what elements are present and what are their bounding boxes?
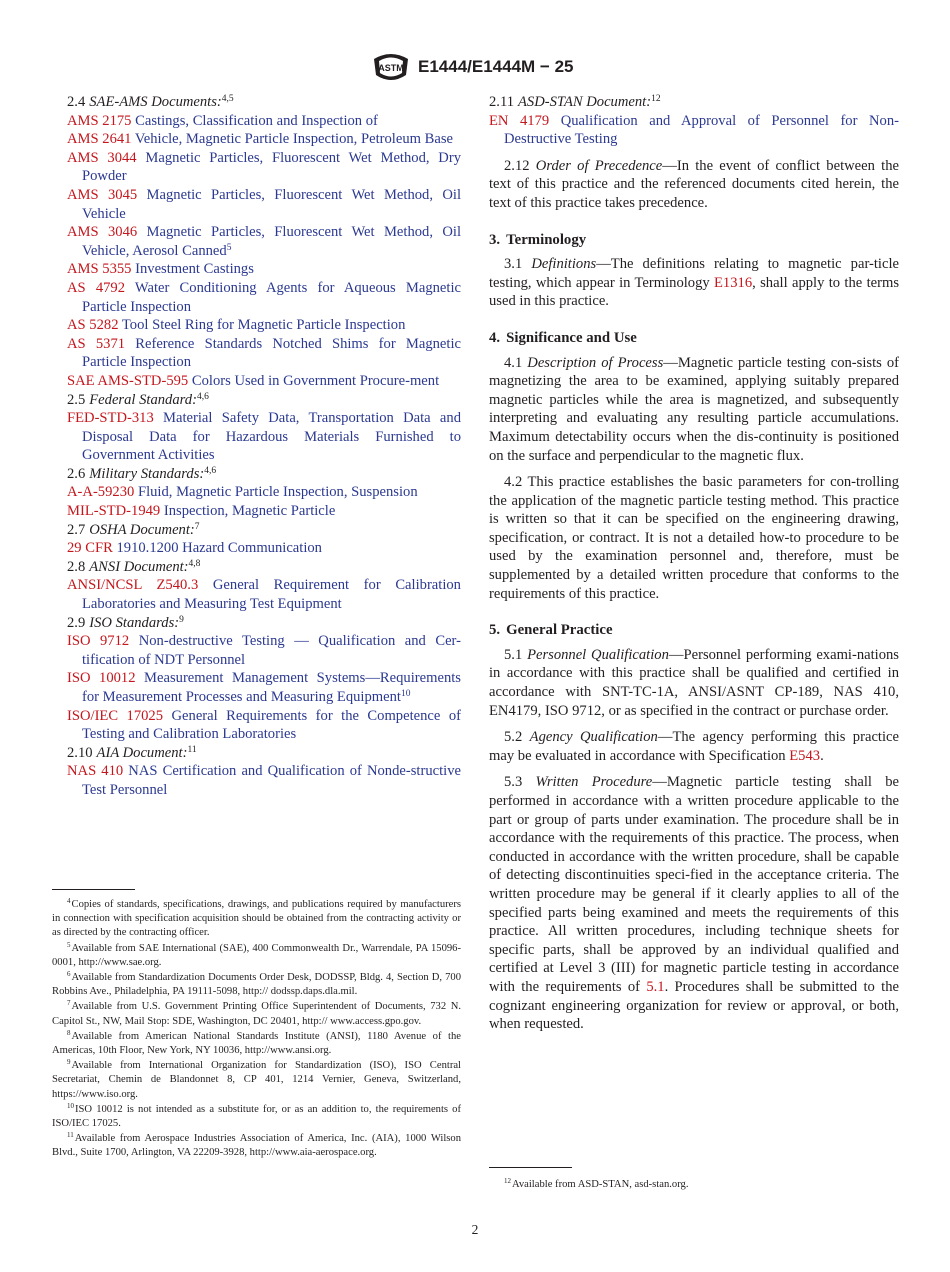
footnote-ref: 4,5 <box>221 94 234 104</box>
footnote-ref: 10 <box>400 689 411 699</box>
footnote-text: Available from American National Standards Institute (ANSI), 1180 Avenue of the Americas, 10th Floor, New York, NY 10036, http://www.ansi.org. <box>52 1030 461 1057</box>
heading-title: Significance and Use <box>506 329 637 346</box>
reference-code[interactable]: NAS 410 <box>67 763 124 780</box>
reference-list-military <box>67 483 461 520</box>
reference-title[interactable]: Tool Steel Ring for Magnetic Particle Inspection <box>121 317 406 334</box>
reference-title[interactable]: 1910.1200 Hazard Communication <box>116 540 322 557</box>
paragraph-2-12 <box>489 157 899 213</box>
reference-code[interactable]: AMS 3044 <box>67 149 137 166</box>
section-number: 2.7 <box>67 521 86 538</box>
reference-item[interactable] <box>67 632 461 669</box>
reference-title[interactable]: Magnetic Particles, Fluorescent Wet Method, Dry Powder <box>82 149 461 185</box>
footnote-ref: 4,8 <box>188 558 201 569</box>
footnote-text: ISO 10012 is not intended as a substitute for, or as an addition to, the requirements of ISO/IEC 17025. <box>52 1103 461 1130</box>
section-number: 2.5 <box>67 391 86 408</box>
svg-text:ASTM: ASTM <box>378 63 404 73</box>
footnote-number: 12 <box>504 1177 511 1185</box>
reference-code[interactable]: AMS 5355 <box>67 261 132 278</box>
reference-code[interactable]: ISO/IEC 17025 <box>67 707 164 724</box>
reference-item[interactable] <box>67 223 461 260</box>
heading-title: Terminology <box>506 231 587 248</box>
footnote <box>52 1000 461 1028</box>
reference-title[interactable]: General Requirement for Calibration Laboratories and Measuring Test Equipment <box>82 577 461 613</box>
section-title: Military Standards: <box>89 465 205 482</box>
footnote <box>52 971 461 999</box>
section-title: ASD-STAN Document: <box>518 94 652 110</box>
footnote-text: Copies of standards, specifications, drawings, and publications required by manufacturers in connection with specification acquisition should be obtained from the contracting activity or as directed by the contracting officer. <box>52 899 461 939</box>
reference-item[interactable] <box>67 130 461 149</box>
footnote-right <box>489 1178 899 1193</box>
footnote-number: 10 <box>67 1101 74 1110</box>
reference-title[interactable]: Water Conditioning Agents for Aqueous Magnetic Particle Inspection <box>82 279 461 315</box>
section-2-5 <box>67 391 461 410</box>
reference-title[interactable]: Non-destructive Testing — Qualification and Cer-tification of NDT Personnel <box>82 633 461 668</box>
reference-code[interactable]: AS 5282 <box>67 317 119 334</box>
right-column <box>489 93 899 1034</box>
footnote <box>52 1103 461 1131</box>
reference-code[interactable]: AS 5371 <box>67 335 126 352</box>
footnote-rule-left <box>52 889 135 890</box>
footnote-ref: 9 <box>179 614 184 625</box>
section-number: 2.9 <box>67 614 86 631</box>
reference-item[interactable] <box>67 707 461 744</box>
reference-code[interactable]: ISO 9712 <box>67 633 130 650</box>
reference-item[interactable] <box>67 762 461 799</box>
reference-code[interactable]: 29 CFR <box>67 540 113 557</box>
reference-list-osha <box>67 539 461 558</box>
document-designation: E1444/E1444M − 25 <box>418 57 574 76</box>
footnote-number: 9 <box>67 1058 71 1067</box>
reference-code[interactable]: ANSI/NCSL Z540.3 <box>67 577 199 594</box>
reference-code[interactable]: SAE AMS-STD-595 <box>67 372 189 389</box>
reference-item[interactable] <box>67 539 461 558</box>
footnote <box>52 1132 461 1160</box>
astm-logo-icon <box>372 51 410 83</box>
reference-title[interactable]: Colors Used in Government Procure-ment <box>191 372 440 389</box>
para-title: Order of Precedence <box>535 157 663 174</box>
para-number: 5.2 <box>504 729 523 746</box>
reference-title[interactable]: Investment Castings <box>135 261 254 278</box>
para-title: Written Procedure <box>535 774 653 791</box>
reference-title[interactable]: Reference Standards Notched Shims for Magnetic Particle Inspection <box>82 335 461 371</box>
footnotes-left <box>52 898 461 1162</box>
reference-list-federal <box>67 409 461 465</box>
footnote-text: Available from Standardization Documents Order Desk, DODSSP, Bldg. 4, Section D, 700 Robbins Ave., Philadelphia, PA 19111-5098, http:// dodssp.daps.dla.mil. <box>52 972 461 998</box>
section-number: 2.11 <box>489 94 514 110</box>
reference-item[interactable] <box>67 502 461 521</box>
reference-title[interactable]: Magnetic Particles, Fluorescent Wet Method, Oil Vehicle <box>82 186 461 222</box>
para-text: —The definitions relating to magnetic par-ticle testing, which appear in Terminology <box>489 256 899 291</box>
section-title: ISO Standards: <box>89 614 180 631</box>
reference-code[interactable]: A-A-59230 <box>67 484 135 501</box>
footnote-ref: 12 <box>651 94 661 104</box>
reference-title[interactable]: Qualification and Approval of Personnel for Non-Destructive Testing <box>504 112 899 148</box>
footnote-number: 11 <box>67 1131 74 1140</box>
para-text: —Personnel performing exami-nations in accordance with this practice shall be qualified and certified in accordance with SNT-TC-1A, ANSI/ASNT CP-189, NAS 410, EN4179, ISO 9712, or as specified in the contract or purchase order. <box>489 646 899 719</box>
reference-title[interactable]: Inspection, Magnetic Particle <box>163 503 336 520</box>
footnote-ref: 5 <box>226 242 232 253</box>
section-2-11 <box>489 93 899 112</box>
reference-item[interactable] <box>67 112 461 131</box>
heading-number: 5. <box>489 622 501 639</box>
reference-item[interactable] <box>67 335 461 372</box>
reference-code[interactable]: AMS 2175 <box>67 112 132 129</box>
footnote-number: 6 <box>67 970 71 979</box>
reference-title[interactable]: Fluid, Magnetic Particle Inspection, Suspension <box>137 484 418 501</box>
reference-code[interactable]: ISO 10012 <box>67 670 136 687</box>
para-title: Definitions <box>531 256 597 273</box>
reference-list-aia <box>67 762 461 799</box>
para-number: 4.1 <box>504 354 523 371</box>
reference-code[interactable]: AMS 3045 <box>67 186 138 203</box>
para-text: —The agency performing this practice may be evaluated in accordance with Specification <box>489 729 899 764</box>
reference-code[interactable]: AS 4792 <box>67 279 126 296</box>
reference-item[interactable] <box>67 372 461 391</box>
reference-item[interactable] <box>67 409 461 465</box>
heading-title: General Practice <box>506 622 613 639</box>
reference-item[interactable] <box>67 576 461 613</box>
section-number: 2.8 <box>67 558 86 575</box>
page-number: 2 <box>471 1222 479 1237</box>
footnote-ref: 4,6 <box>204 465 217 476</box>
heading-number: 4. <box>489 329 501 346</box>
para-text: —Magnetic particle testing con-sists of magnetizing the area to be examined, applying suitably prepared magnetic particles while the area is magnetized, and subsequently interpreting and evaluating any resulting particle accumulations. Maximum detectability occurs when the dis-continuity is positioned on the surface and perpendicular to the magnetic flux. <box>489 354 899 464</box>
footnote-rule-right <box>489 1167 572 1168</box>
reference-code[interactable]: AMS 3046 <box>67 224 138 241</box>
section-number: 2.6 <box>67 465 86 482</box>
reference-title[interactable]: Material Safety Data, Transportation Data and Disposal Data for Hazardous Materials Furnished to Government Activities <box>82 410 461 464</box>
footnote-ref: 4,6 <box>196 391 209 402</box>
paragraph-3-1 <box>489 255 899 311</box>
section-2-6 <box>67 465 461 484</box>
reference-item[interactable] <box>67 279 461 316</box>
para-number: 2.12 <box>504 157 530 174</box>
footnote-text: Available from Aerospace Industries Association of America, Inc. (AIA), 1000 Wilson Blvd., Suite 1700, Arlington, VA 22209-3928, http://www.aia-aerospace.org. <box>52 1133 461 1159</box>
reference-title[interactable]: Castings, Classification and Inspection of <box>135 112 378 129</box>
reference-item[interactable] <box>67 483 461 502</box>
heading-number: 3. <box>489 231 501 248</box>
footnote <box>52 1030 461 1058</box>
para-text: . Procedures shall be submitted to the cognizant engineering organization for review or approval, or both, when requested. <box>489 978 899 1033</box>
paragraph-5-3 <box>489 773 899 1033</box>
reference-item[interactable] <box>67 186 461 223</box>
footnote-number: 5 <box>67 940 71 949</box>
reference-title[interactable]: General Requirements for the Competence of Testing and Calibration Laboratories <box>82 707 461 743</box>
para-text: , shall apply to the terms used in this practice. <box>489 274 899 310</box>
para-number: 4.2 <box>504 474 523 491</box>
heading-significance <box>489 329 899 348</box>
para-text: This practice establishes the basic parameters for con-trolling the application of the magnetic particle testing method. This practice is written so that it can be specified on the engineering drawing, specification, or contract. It is not a detailed how-to procedure to be used by the examination personnel and, therefore, must be supplemented by a detailed written procedure that conforms to the requirements of this practice. <box>489 474 899 602</box>
para-title: Description of Process <box>527 354 664 371</box>
para-number: 5.1 <box>504 646 523 663</box>
reference-title[interactable]: NAS Certification and Qualification of Nonde-structive Test Personnel <box>82 763 461 798</box>
page-header <box>0 51 950 83</box>
section-2-10 <box>67 744 461 763</box>
reference-item[interactable] <box>67 149 461 186</box>
paragraph-4-2 <box>489 473 899 603</box>
link-e543[interactable]: E543 <box>789 747 821 764</box>
para-text: —In the event of conflict between the text of this practice and the referenced documents cited herein, the text of this practice takes precedence. <box>489 157 899 211</box>
para-text: —Magnetic particle testing shall be performed in accordance with a written procedure applicable to the part or group of parts under examination. The procedure shall be in accordance with the requirements of this practice. The process, when conducted in accordance with the written procedure, shall be capable of detecting discontinuities speci-fied in the acceptance criteria. The written procedure may be general if it clearly applies to all of the specified parts being examined and meets the requirements of this practice. All written procedures, including technique sheets for specific parts, shall be approved by an individual qualified and certified at Level 3 (III) for magnetic particle testing in accordance with the requirements of <box>489 774 899 995</box>
section-number: 2.10 <box>67 744 93 761</box>
reference-title[interactable]: Measurement Management Systems—Requirements for Measurement Processes and Measuring Equipment <box>82 670 461 705</box>
section-2-7 <box>67 521 461 540</box>
footnote-number: 7 <box>67 999 71 1008</box>
footnote-text: Available from International Organization for Standardization (ISO), ISO Central Secretariat, Chemin de Blandonnet 8, CP 401, 1214 Vernier, Geneva, Switzerland, https://www.iso.org. <box>52 1060 461 1100</box>
reference-code[interactable]: AMS 2641 <box>67 131 132 148</box>
footnote <box>52 1059 461 1102</box>
section-number: 2.4 <box>67 94 86 110</box>
footnote <box>52 898 461 941</box>
footnote-text: Available from U.S. Government Printing Office Superintendent of Documents, 732 N. Capitol St., NW, Mail Stop: SDE, Washington, DC 20401, http:// www.access.gpo.gov. <box>52 1001 461 1027</box>
left-column <box>67 93 461 800</box>
para-title: Agency Qualification <box>529 729 658 746</box>
para-title: Personnel Qualification <box>527 646 669 663</box>
reference-item[interactable] <box>489 112 899 149</box>
section-2-9 <box>67 614 461 633</box>
footnote-text: Available from SAE International (SAE), 400 Commonwealth Dr., Warrendale, PA 15096-0001, http://www.sae.org. <box>52 942 461 968</box>
para-text: . <box>820 747 824 764</box>
footnote-number: 4 <box>67 897 71 905</box>
paragraph-5-1 <box>489 646 899 720</box>
section-title: AIA Document: <box>96 744 188 761</box>
footnote <box>52 942 461 970</box>
section-2-4 <box>67 93 461 112</box>
reference-list-iso <box>67 632 461 744</box>
heading-general-practice <box>489 621 899 640</box>
reference-code[interactable]: EN 4179 <box>489 112 550 129</box>
reference-list-sae <box>67 112 461 391</box>
heading-terminology <box>489 231 899 250</box>
reference-list-asd <box>489 112 899 149</box>
link-e1316[interactable]: E1316 <box>714 274 753 291</box>
reference-title[interactable]: Vehicle, Magnetic Particle Inspection, Petroleum Base <box>134 131 453 148</box>
footnote-text: Available from ASD-STAN, asd-stan.org. <box>512 1179 689 1190</box>
paragraph-4-1 <box>489 354 899 466</box>
para-number: 5.3 <box>504 774 523 791</box>
section-2-8 <box>67 558 461 577</box>
footnote-ref: 11 <box>187 744 197 755</box>
link-section-5-1[interactable]: 5.1 <box>646 978 665 995</box>
section-title: ANSI Document: <box>89 558 189 575</box>
reference-code[interactable]: FED-STD-313 <box>67 410 154 427</box>
reference-title[interactable]: Magnetic Particles, Fluorescent Wet Method, Oil Vehicle, Aerosol Canned <box>82 224 461 259</box>
reference-code[interactable]: MIL-STD-1949 <box>67 503 161 520</box>
section-title: SAE-AMS Documents: <box>89 94 222 110</box>
reference-item[interactable] <box>67 669 461 706</box>
section-title: OSHA Document: <box>89 521 195 538</box>
reference-item[interactable] <box>67 316 461 335</box>
footnote-ref: 7 <box>194 521 200 532</box>
reference-item[interactable] <box>67 260 461 279</box>
footnote-number: 8 <box>67 1028 71 1037</box>
paragraph-5-2 <box>489 728 899 765</box>
para-number: 3.1 <box>504 256 523 273</box>
section-title: Federal Standard: <box>89 391 197 408</box>
reference-list-ansi <box>67 576 461 613</box>
